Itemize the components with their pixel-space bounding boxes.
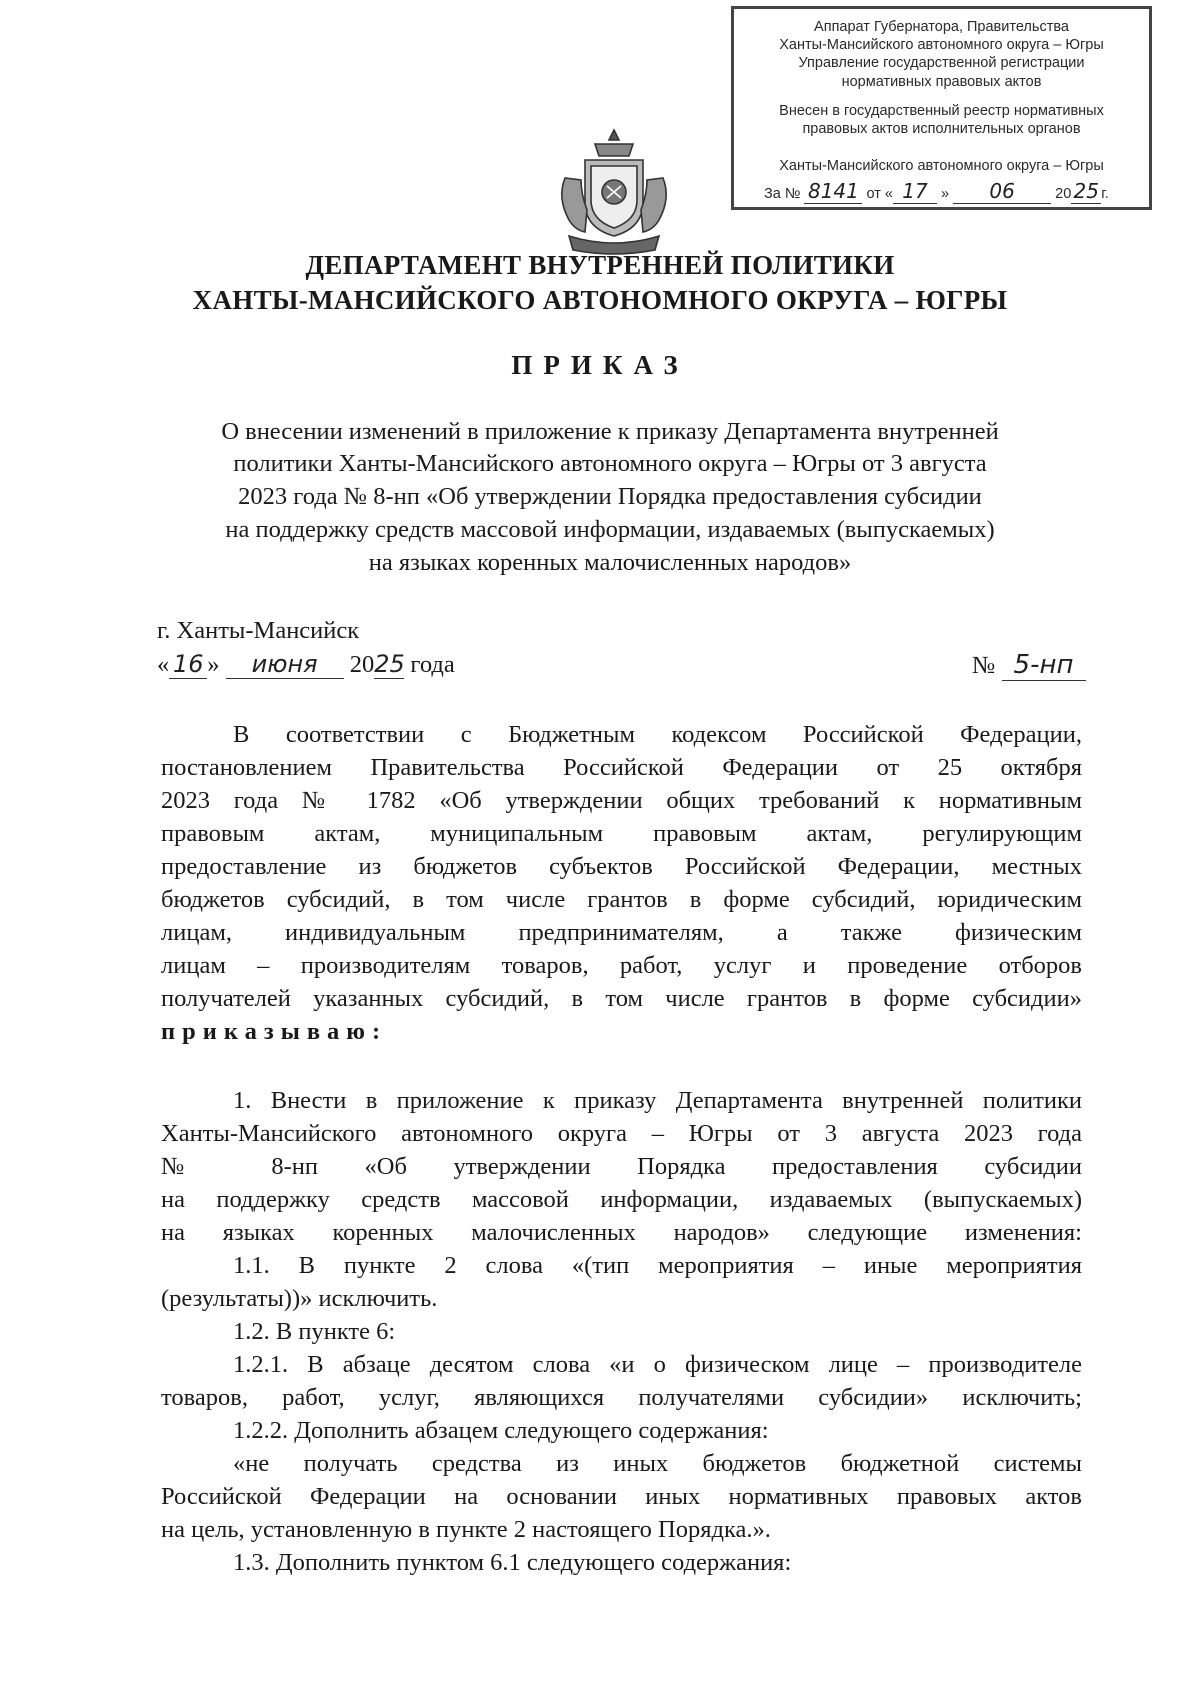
item-line: 1. Внести в приложение к приказу Департамента внутренней политики (233, 1087, 1082, 1114)
preamble-line: бюджетов субсидий, в том числе грантов в форме субсидий, юридическим (161, 886, 1082, 913)
stamp-line: правовых актов исполнительных органов (802, 121, 1081, 137)
stamp-reg-from: от « (866, 186, 893, 202)
stamp-reg-suffix: г. (1101, 186, 1109, 202)
preamble-line: постановлением Правительства Российской Федерации от 25 октября (161, 754, 1082, 781)
subject-line: на языках коренных малочисленных народов» (368, 549, 852, 576)
stamp-reg-year-prefix: 20 (1055, 186, 1072, 202)
coat-of-arms-emblem (555, 128, 673, 256)
stamp-reg-year: 25 (1071, 179, 1101, 204)
stamp-line: Управление государственной регистрации (798, 55, 1085, 71)
preamble-line: получателей указанных субсидий, в том числе грантов в форме субсидии» (161, 985, 1082, 1012)
date-suffix: года (410, 651, 455, 678)
stamp-line: Внесен в государственный реестр нормативных (779, 103, 1104, 119)
item-line: на поддержку средств массовой информации, издаваемых (выпускаемых) (161, 1186, 1082, 1213)
date-open-quote: « (157, 651, 170, 678)
item-line: 1.2.1. В абзаце десятом слова «и о физическом лице – производителе (233, 1351, 1082, 1378)
document-type-title: ПРИКАЗ (511, 350, 689, 380)
stamp-reg-quote: » (940, 186, 950, 202)
place-of-issue: г. Ханты-Мансийск (157, 617, 360, 644)
order-word: приказываю: (161, 1018, 388, 1045)
organization-name-line2: ХАНТЫ-МАНСИЙСКОГО АВТОНОМНОГО ОКРУГА – ЮГРЫ (192, 285, 1008, 315)
stamp-line: Ханты-Мансийского автономного округа – Югры (779, 158, 1104, 174)
order-word-line (161, 1016, 1082, 1048)
subject-line: политики Ханты-Мансийского автономного округа – Югры от 3 августа (233, 450, 987, 477)
subject-line: на поддержку средств массовой информации, издаваемых (выпускаемых) (225, 516, 995, 543)
item-line: на цель, установленную в пункте 2 настоящего Порядка.». (161, 1516, 771, 1543)
stamp-registration-line (764, 179, 1134, 205)
date-month: июня (226, 650, 344, 679)
item-line: 1.2. В пункте 6: (233, 1318, 396, 1345)
document-number (972, 650, 1086, 681)
issue-date (157, 650, 455, 679)
organization-name-line1: ДЕПАРТАМЕНТ ВНУТРЕННЕЙ ПОЛИТИКИ (305, 250, 895, 280)
preamble-line: предоставление из бюджетов субъектов Российской Федерации, местных (161, 853, 1082, 880)
item-line: (результаты))» исключить. (161, 1285, 438, 1312)
item-line: товаров, работ, услуг, являющихся получателями субсидии» исключить; (161, 1384, 1082, 1411)
stamp-line: Аппарат Губернатора, Правительства (814, 19, 1069, 35)
preamble-line: правовым актам, муниципальным правовым актам, регулирующим (161, 820, 1082, 847)
stamp-reg-number: 8141 (804, 179, 862, 204)
stamp-reg-month: 06 (953, 179, 1051, 204)
date-day: 16 (169, 650, 207, 679)
preamble-line: В соответствии с Бюджетным кодексом Российской Федерации, (233, 721, 1082, 748)
item-line: № 8-нп «Об утверждении Порядка предоставления субсидии (161, 1153, 1082, 1180)
item-line: 1.1. В пункте 2 слова «(тип мероприятия – иные мероприятия (233, 1252, 1082, 1279)
item-line: «не получать средства из иных бюджетов бюджетной системы (233, 1450, 1082, 1477)
item-line: на языках коренных малочисленных народов» следующие изменения: (161, 1219, 1082, 1246)
item-line: Российской Федерации на основании иных нормативных правовых актов (161, 1483, 1082, 1510)
stamp-reg-prefix: За № (764, 186, 801, 202)
date-close-quote: » (207, 651, 220, 678)
date-year-prefix: 20 (349, 651, 375, 678)
subject-line: 2023 года № 8-нп «Об утверждении Порядка предоставления субсидии (238, 483, 982, 510)
item-line: 1.2.2. Дополнить абзацем следующего содержания: (233, 1417, 769, 1444)
number-prefix: № (972, 652, 996, 679)
preamble-line: лицам – производителям товаров, работ, услуг и проведение отборов (161, 952, 1082, 979)
stamp-line: нормативных правовых актов (841, 74, 1042, 90)
item-line: 1.3. Дополнить пунктом 6.1 следующего содержания: (233, 1549, 792, 1576)
preamble-line: лицам, индивидуальным предпринимателям, а также физическим (161, 919, 1082, 946)
number-value: 5-нп (1002, 650, 1086, 681)
date-year: 25 (374, 650, 405, 678)
item-line: Ханты-Мансийского автономного округа – Югры от 3 августа 2023 года (161, 1120, 1082, 1147)
stamp-line: Ханты-Мансийского автономного округа – Югры (779, 37, 1104, 53)
subject-line: О внесении изменений в приложение к приказу Департамента внутренней (221, 418, 999, 445)
preamble-line: 2023 года № 1782 «Об утверждении общих требований к нормативным (161, 787, 1082, 814)
registration-stamp (731, 6, 1152, 210)
stamp-reg-day: 17 (893, 179, 937, 204)
